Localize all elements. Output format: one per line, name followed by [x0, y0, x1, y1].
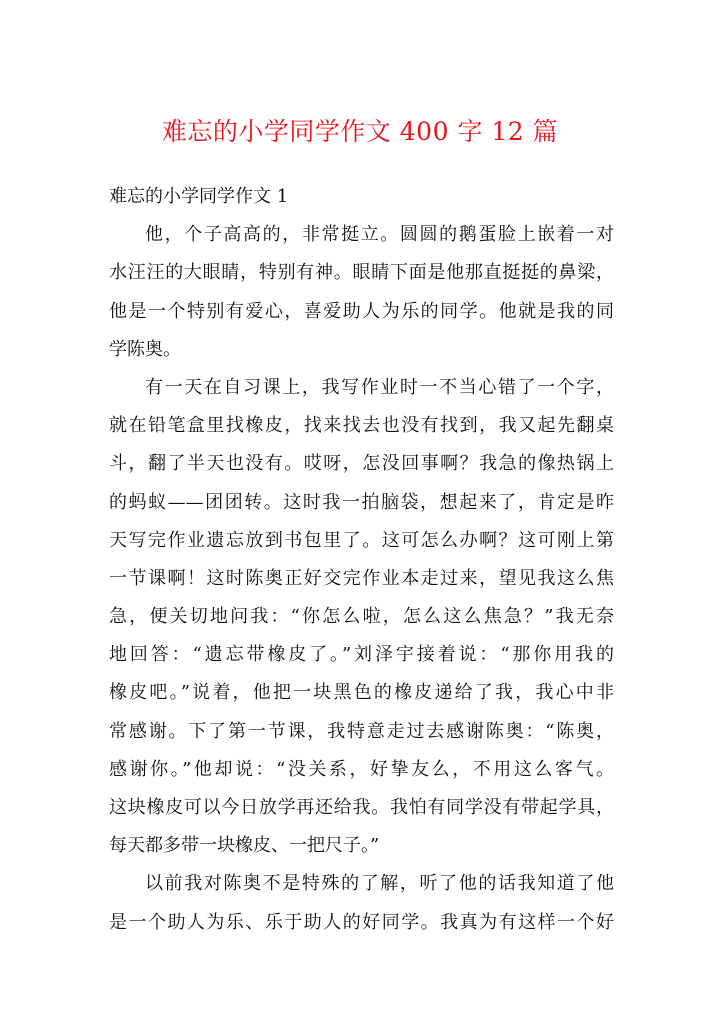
paragraph-line: 斗，翻了半天也没有。哎呀，怎没回事啊？我急的像热锅上 — [109, 453, 614, 475]
paragraph-line: 有一天在自习课上，我写作业时一不当心错了一个字， — [145, 376, 614, 398]
paragraph-line: 地回答：“遗忘带橡皮了。”刘泽宇接着说：“那你用我的 — [109, 644, 614, 666]
paragraph-line: 的蚂蚁——团团转。这时我一拍脑袋，想起来了，肯定是昨 — [109, 491, 614, 513]
paragraph-3 — [109, 865, 614, 941]
paragraph-line: 学陈奥。 — [109, 338, 181, 360]
document-title: 难忘的小学同学作文 400 字 12 篇 — [161, 117, 559, 146]
document-body — [109, 178, 614, 942]
paragraph-line: 他是一个特别有爱心，喜爱助人为乐的同学。他就是我的同 — [109, 300, 614, 322]
paragraph-line: 是一个助人为乐、乐于助人的好同学。我真为有这样一个好 — [109, 911, 614, 933]
paragraph-line: 常感谢。下了第一节课，我特意走过去感谢陈奥：“陈奥， — [109, 720, 614, 742]
paragraph-1 — [109, 216, 614, 369]
paragraph-line: 每天都多带一块橡皮、一把尺子。” — [109, 835, 380, 857]
paragraph-line: 感谢你。”他却说：“没关系，好挚友么，不用这么客气。 — [109, 758, 614, 780]
paragraph-line: 橡皮吧。”说着，他把一块黑色的橡皮递给了我，我心中非 — [109, 682, 614, 704]
paragraph-2 — [109, 369, 614, 865]
paragraph-line: 天写完作业遗忘放到书包里了。这可怎么办啊？这可刚上第 — [109, 529, 614, 551]
paragraph-line: 以前我对陈奥不是特殊的了解，听了他的话我知道了他 — [145, 873, 614, 895]
section-heading: 难忘的小学同学作文 1 — [109, 186, 289, 207]
paragraph-line: 就在铅笔盒里找橡皮，找来找去也没有找到，我又起先翻桌 — [109, 415, 614, 437]
paragraph-line: 他，个子高高的，非常挺立。圆圆的鹅蛋脸上嵌着一对 — [145, 224, 614, 246]
paragraph-line: 这块橡皮可以今日放学再还给我。我怕有同学没有带起学具， — [109, 797, 614, 819]
paragraph-line: 一节课啊！这时陈奥正好交完作业本走过来，望见我这么焦 — [109, 567, 614, 589]
paragraph-line: 急，便关切地问我：“你怎么啦，怎么这么焦急？”我无奈 — [109, 606, 614, 628]
paragraph-line: 水汪汪的大眼睛，特别有神。眼睛下面是他那直挺挺的鼻梁， — [109, 262, 614, 284]
